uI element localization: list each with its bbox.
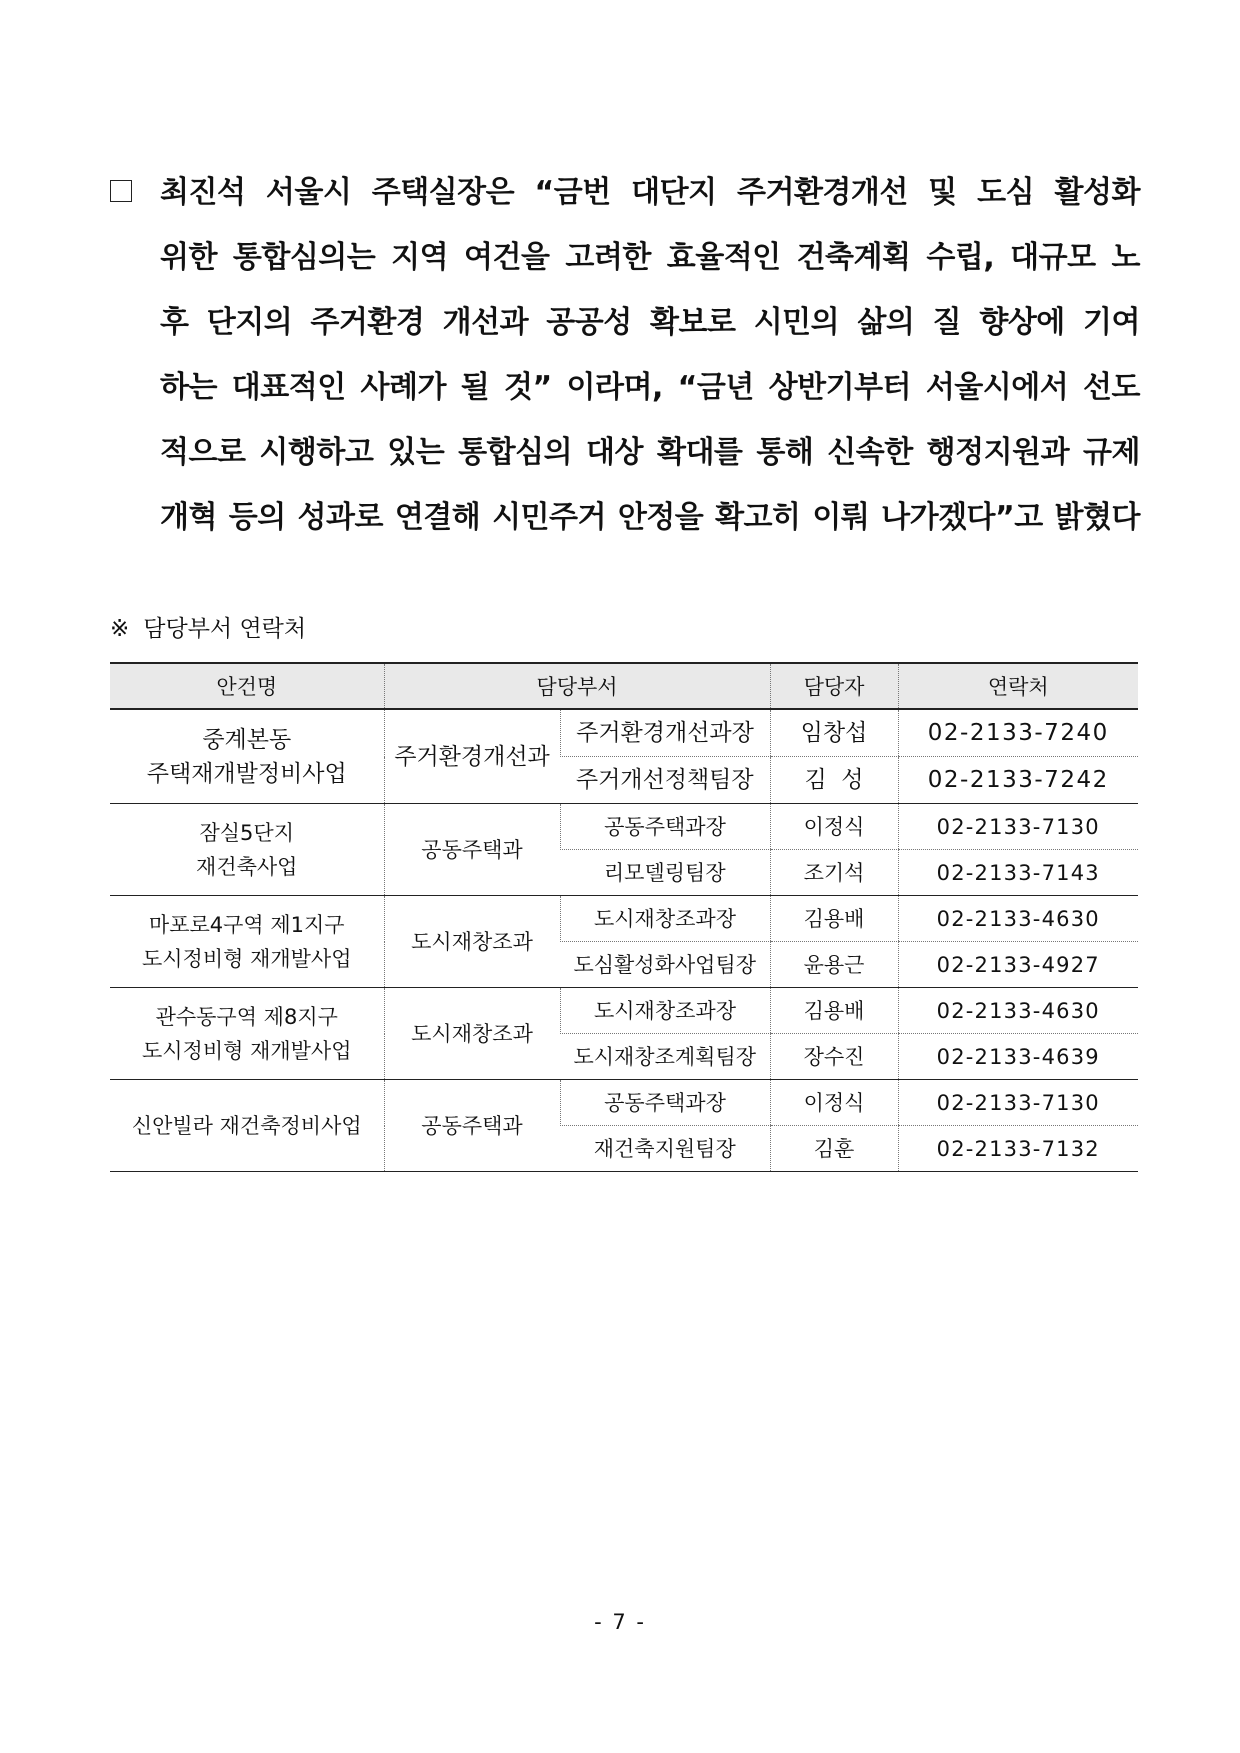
position-title: 공동주택과장 bbox=[560, 804, 770, 850]
quote-text: 최진석 서울시 주택실장은 “금번 대단지 주거환경개선 및 도심 활성화 bbox=[160, 175, 1140, 210]
project-name-line: 마포로4구역 제1지구 bbox=[148, 912, 345, 937]
phone-number: 02-2133-4630 bbox=[898, 988, 1138, 1034]
contact-table bbox=[110, 662, 1138, 1172]
table-row bbox=[110, 804, 1138, 850]
position-title: 주거개선정책팀장 bbox=[560, 757, 770, 804]
phone-number: 02-2133-4927 bbox=[898, 942, 1138, 988]
person-name: 김용배 bbox=[770, 896, 898, 942]
project-name bbox=[110, 804, 384, 896]
table-row bbox=[110, 1080, 1138, 1126]
phone-number: 02-2133-4639 bbox=[898, 1034, 1138, 1080]
position-title: 도시재창조과장 bbox=[560, 988, 770, 1034]
table-row bbox=[110, 709, 1138, 757]
phone-number: 02-2133-7242 bbox=[898, 757, 1138, 804]
department-name: 공동주택과 bbox=[384, 1080, 560, 1172]
quote-text: 하는 대표적인 사례가 될 것” 이라며, “금년 상반기부터 서울시에서 선도 bbox=[160, 370, 1140, 405]
person-name: 김용배 bbox=[770, 988, 898, 1034]
project-name-line: 잠실5단지 bbox=[199, 820, 294, 845]
position-title: 재건축지원팀장 bbox=[560, 1126, 770, 1172]
position-title: 리모델링팀장 bbox=[560, 850, 770, 896]
phone-number: 02-2133-4630 bbox=[898, 896, 1138, 942]
quote-line-4 bbox=[110, 355, 1140, 420]
phone-number: 02-2133-7132 bbox=[898, 1126, 1138, 1172]
table-row bbox=[110, 896, 1138, 942]
phone-number: 02-2133-7143 bbox=[898, 850, 1138, 896]
person-name: 임창섭 bbox=[770, 709, 898, 757]
person-name: 윤용근 bbox=[770, 942, 898, 988]
square-bullet-icon bbox=[110, 180, 132, 202]
header-phone: 연락처 bbox=[898, 663, 1138, 709]
position-title: 주거환경개선과장 bbox=[560, 709, 770, 757]
department-name: 도시재창조과 bbox=[384, 896, 560, 988]
quote-paragraph bbox=[110, 160, 1140, 550]
table-header-row bbox=[110, 663, 1138, 709]
person-name: 김 성 bbox=[770, 757, 898, 804]
quote-line-2 bbox=[110, 225, 1140, 290]
project-name bbox=[110, 988, 384, 1080]
quote-text: 위한 통합심의는 지역 여건을 고려한 효율적인 건축계획 수립, 대규모 노 bbox=[160, 240, 1140, 275]
quote-text: 적으로 시행하고 있는 통합심의 대상 확대를 통해 신속한 행정지원과 규제 bbox=[160, 435, 1140, 470]
project-name-line: 관수동구역 제8지구 bbox=[155, 1004, 338, 1029]
project-name bbox=[110, 896, 384, 988]
project-name-line: 재건축사업 bbox=[196, 854, 298, 879]
project-name bbox=[110, 1080, 384, 1172]
quote-line-6 bbox=[110, 485, 1140, 550]
position-title: 도심활성화사업팀장 bbox=[560, 942, 770, 988]
quote-text: 개혁 등의 성과로 연결해 시민주거 안정을 확고히 이뤄 나가겠다”고 밝혔다 bbox=[160, 500, 1140, 535]
person-name: 이정식 bbox=[770, 804, 898, 850]
person-name: 장수진 bbox=[770, 1034, 898, 1080]
person-name: 김훈 bbox=[770, 1126, 898, 1172]
person-name: 조기석 bbox=[770, 850, 898, 896]
department-name: 공동주택과 bbox=[384, 804, 560, 896]
contact-heading-text: 담당부서 연락처 bbox=[143, 616, 307, 642]
person-name: 이정식 bbox=[770, 1080, 898, 1126]
contact-heading bbox=[110, 613, 306, 645]
quote-line-5 bbox=[110, 420, 1140, 485]
header-person: 담당자 bbox=[770, 663, 898, 709]
quote-line-1 bbox=[110, 160, 1140, 225]
reference-mark-icon: ※ bbox=[110, 616, 130, 642]
project-name-line: 도시정비형 재개발사업 bbox=[141, 1038, 352, 1063]
department-name: 주거환경개선과 bbox=[384, 709, 560, 804]
quote-line-3 bbox=[110, 290, 1140, 355]
quote-text: 후 단지의 주거환경 개선과 공공성 확보로 시민의 삶의 질 향상에 기여 bbox=[160, 305, 1140, 340]
phone-number: 02-2133-7240 bbox=[898, 709, 1138, 757]
table-row bbox=[110, 988, 1138, 1034]
page-number: - 7 - bbox=[594, 1610, 646, 1634]
header-department: 담당부서 bbox=[384, 663, 770, 709]
project-name-line: 신안빌라 재건축정비사업 bbox=[131, 1113, 362, 1138]
position-title: 공동주택과장 bbox=[560, 1080, 770, 1126]
department-name: 도시재창조과 bbox=[384, 988, 560, 1080]
project-name-line: 주택재개발정비사업 bbox=[146, 760, 347, 787]
phone-number: 02-2133-7130 bbox=[898, 804, 1138, 850]
project-name-line: 중계본동 bbox=[202, 726, 292, 753]
header-project: 안건명 bbox=[110, 663, 384, 709]
phone-number: 02-2133-7130 bbox=[898, 1080, 1138, 1126]
project-name bbox=[110, 709, 384, 804]
position-title: 도시재창조과장 bbox=[560, 896, 770, 942]
project-name-line: 도시정비형 재개발사업 bbox=[141, 946, 352, 971]
position-title: 도시재창조계획팀장 bbox=[560, 1034, 770, 1080]
